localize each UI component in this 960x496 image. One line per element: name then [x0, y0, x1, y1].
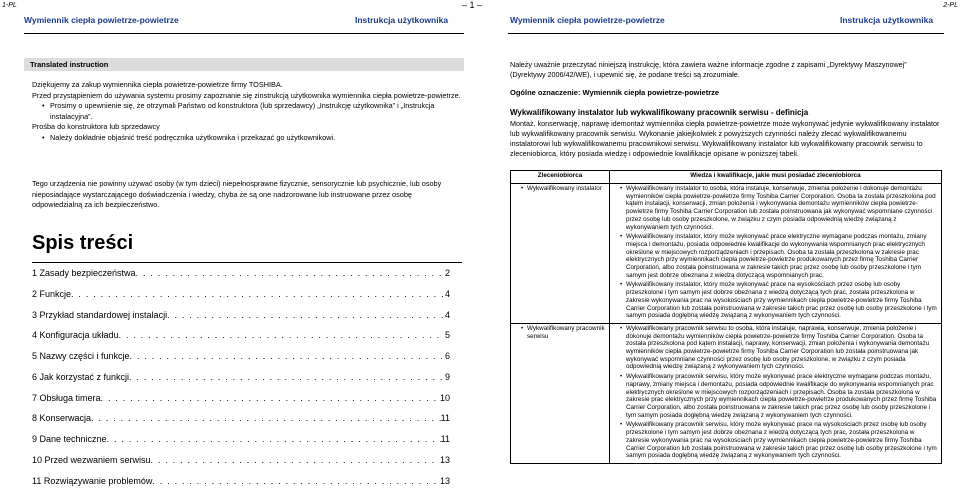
- right-header-rule: [508, 33, 944, 34]
- requirement-item: • Wykwalifikowany pracownik serwisu, który może wykonywać prace na wysokościach przez osobę lub osoby przeszkolone i tym samym jest dobrze obeznana z wiedzą dotyczącą tych prac, została przeszkolona w zakresie wykonywania prac na wysokościach przy wymiennikach ciepła powietrze-powietrze firmy Toshiba Carrier Corporation lub została poinstruowana w zakresie takich prac przez osobę lub osoby przeszkolone i tym samym posiada dogłębną wiedzę związaną z wykonywaniem tych czynności.: [620, 421, 938, 460]
- toc-rule: [32, 262, 462, 263]
- toc-page: 6: [445, 351, 450, 361]
- intro-section: [32, 80, 462, 144]
- center-page-number: – 1 –: [462, 0, 482, 10]
- toc-label: 4 Konfiguracja układu: [32, 330, 119, 340]
- table-row: [511, 323, 942, 463]
- table-cell-role: [511, 323, 610, 463]
- table-cell-requirements: [610, 184, 942, 324]
- table-header-contractor: Zleceniobiorca: [511, 171, 610, 184]
- qualification-table: [510, 170, 942, 464]
- toc-page: 9: [445, 372, 450, 382]
- toc-label: 5 Nazwy części i funkcje: [32, 351, 130, 361]
- directive-notice: Należy uważnie przeczytać niniejszą instrukcję, która zawiera ważne informacje zgodne z zapisami „Dyrektywy Maszynowej” (Dyrektywy 2006/42/WE), i upewnić się, że podane treści są zrozumiałe.: [510, 60, 940, 80]
- bullet-explain: • Należy dokładnie objaśnić treść podręcznika użytkownika i przekazać go użytkownikowi.: [42, 133, 462, 144]
- toc-page: 13: [440, 455, 450, 465]
- request-bullets: [32, 133, 462, 144]
- translated-instruction-bar: Translated instruction: [24, 58, 464, 71]
- toc-title: Spis treści: [32, 232, 133, 255]
- intro-line-1: Dziękujemy za zakup wymiennika ciepła powietrze-powietrze firmy TOSHIBA.: [32, 80, 462, 91]
- toc-entry[interactable]: [32, 455, 450, 476]
- intro-line-2: Przed przystąpieniem do używania systemu prosimy zapoznanie się zinstrukcją użytkownika wymiennika ciepła powietrze-powietrze.: [32, 91, 462, 102]
- toc-entry[interactable]: [32, 434, 450, 455]
- toc-label: 9 Dane techniczne: [32, 434, 107, 444]
- qualification-text: Montaż, konserwację, naprawę idemontaż wymiennika ciepła powietrze-powietrze może wykonywać jedynie wykwalifikowany instalator lub wykwalifikowany pracownik serwisu. Wykonanie jakiejkolwiek z powyższych czynności należy zlecać wykwalifikowanemu instalatorowi lub wykwalifikowanemu pracownikowi serwisu. Wykwalifikowany instalator lub wykwalifikowany pracownik serwisu to zleceniobiorca, który posiada wiedzę i odpowiednie kwalifikacje opisane w poniższej tabeli.: [510, 119, 940, 159]
- table-header-row: [511, 171, 942, 184]
- requirement-item: • Wykwalifikowany pracownik serwisu to osoba, która instaluje, naprawia, konserwuje, zmienia położenie i dokonuje demontażu wymienników ciepła powietrze-powietrze firmy Toshiba Carrier Corporation. Osoba ta została przeszkolona pod kątem instalacji, naprawy, konserwacji, zmian położenia i wykonywania demontażu wymienników ciepła powietrze-powietrze firmy Toshiba Carrier Corporation lub została poinstruowana jak wykonywać wspomniane czynności przez osobę lub osoby przeszkolone, w związku z czym posiada odpowiednią wiedzę związaną z wykonywaniem tych czynności.: [620, 325, 938, 371]
- right-page-label: 2-PL: [943, 2, 958, 9]
- toc-page: 11: [441, 434, 450, 444]
- toc-page: 10: [440, 393, 450, 403]
- table-cell-role: [511, 184, 610, 324]
- toc-label: 8 Konserwacja: [32, 413, 91, 423]
- toc-label: 11 Rozwiązywanie problemów: [32, 476, 152, 486]
- bullet-manuals: • Prosimy o upewnienie się, że otrzymali Państwo od konstruktora (lub sprzedawcy) „Instrukcję użytkownika” i „Instrukcja instalacyjna”.: [42, 101, 462, 122]
- right-header-subtitle: Instrukcja użytkownika: [840, 15, 933, 33]
- toc-page: 13: [440, 476, 450, 486]
- toc-entry[interactable]: [32, 310, 450, 331]
- toc-label: 6 Jak korzystać z funkcji: [32, 372, 129, 382]
- toc-page: 4: [445, 310, 450, 320]
- role-label: • Wykwalifikowany pracownik serwisu: [521, 325, 606, 340]
- left-header-title: Wymiennik ciepła powietrze-powietrze: [24, 15, 179, 33]
- toc-entry[interactable]: [32, 268, 450, 289]
- requirement-item: • Wykwalifikowany instalator, który może wykonywać prace na wysokościach przez osobę lub osoby przeszkolone i tym samym jest dobrze obeznana z wiedzą dotyczącą tych prac, została przeszkolona w zakresie wykonywania prac na wysokościach przy wymiennikach ciepła powietrze-powietrze firmy Toshiba Carrier Corporation lub została poinstruowana w zakresie takich prac przez osobę lub osoby przeszkolone i tym samym posiada dogłębną wiedzę związaną z wykonywaniem tych czynności.: [620, 281, 938, 320]
- toc-page: 11: [441, 413, 450, 423]
- toc-page: 2: [445, 268, 450, 278]
- table-row: [511, 184, 942, 324]
- toc-entry[interactable]: [32, 372, 450, 393]
- toc-entry[interactable]: [32, 351, 450, 372]
- table-cell-requirements: [610, 323, 942, 463]
- role-label: • Wykwalifikowany instalator: [521, 185, 606, 193]
- left-header-subtitle: Instrukcja użytkownika: [355, 15, 448, 33]
- safety-warning: Tego urządzenia nie powinny używać osoby (w tym dzieci) niepełnosprawne fizycznie, sensorycznie lub psychicznie, lub osoby nieposiadające wystarczającego doświadczenia i wiedzy, chyba że są one nadzorowane lub instruowane przez osobę odpowiedzialną za ich bezpieczeństwo.: [32, 179, 462, 211]
- toc-entry[interactable]: [32, 289, 450, 310]
- toc-entry[interactable]: [32, 413, 450, 434]
- left-header-rule: [24, 33, 464, 34]
- table-header-knowledge: Wiedza i kwalifikacje, jakie musi posiadać zleceniobiorca: [610, 171, 942, 184]
- toc-label: 3 Przykład standardowej instalacji: [32, 310, 167, 320]
- toc-label: 7 Obsługa timera: [32, 393, 101, 403]
- toc-entry[interactable]: [32, 330, 450, 351]
- toc-label: 2 Funkcje: [32, 289, 71, 299]
- toc-entry[interactable]: [32, 476, 450, 496]
- requirement-item: • Wykwalifikowany instalator to osoba, która instaluje, konserwuje, zmienia położenie i dokonuje demontażu wymienników ciepła powietrze-powietrze firmy Toshiba Carrier Corporation. Osoba ta została przeszkolona pod kątem instalacji, konserwacji, zmian położenia i wykonywania demontażu wymienników ciepła powietrze-powietrze firmy Toshiba Carrier Corporation lub została poinstruowana jak wykonywać wspomniane czynności przez osobę lub osoby przeszkolone, w związku z czym posiada odpowiednią wiedzę związaną z wykonywaniem tych czynności.: [620, 185, 938, 231]
- qualification-heading: Wykwalifikowany instalator lub wykwalifikowany pracownik serwisu - definicja: [510, 108, 940, 118]
- general-designation: Ogólne oznaczenie: Wymiennik ciepła powietrze-powietrze: [510, 88, 940, 98]
- toc-page: 5: [445, 330, 450, 340]
- toc-entry[interactable]: [32, 393, 450, 414]
- left-page-label: 1-PL: [2, 2, 17, 9]
- request-heading: Prośba do konstruktora lub sprzedawcy: [32, 122, 462, 133]
- table-of-contents: [32, 268, 450, 496]
- toc-label: 10 Przed wezwaniem serwisu: [32, 455, 151, 465]
- toc-page: 4: [445, 289, 450, 299]
- requirement-item: • Wykwalifikowany pracownik serwisu, który może wykonywać prace elektryczne wymagane podczas montażu, naprawy, zmiany miejsca i demontażu, posiada odpowiednie kwalifikacje do wykonywania wspomnianych prac elektrycznych określone w miejscowych rozporządzeniach i przepisach. Osoba ta została przeszkolona w zakresie prac elektrycznych przy wymiennikach ciepła powietrze-powietrze produkowanych przez firmę Toshiba Carrier Corporation, albo została poinstruowana w zakresie takich prac przez osobę lub osoby przeszkolone i tym samym posiada dogłębną wiedzę związaną z wykonywaniem tych czynności.: [620, 373, 938, 419]
- intro-bullets: [32, 101, 462, 122]
- requirement-item: • Wykwalifikowany instalator, który może wykonywać prace elektryczne wymagane podczas montażu, zmiany miejsca i demontażu, posiada odpowiednie kwalifikacje do wykonywania wspomnianych prac elektrycznych określone w miejscowych rozporządzeniach i przepisach. Osoba ta została przeszkolona w zakresie prac elektrycznych przy wymiennikach ciepła powietrze-powietrze produkowanych przez firmę Toshiba Carrier Corporation, albo została poinstruowana w zakresie takich prac przez osobę lub osoby przeszkolone i tym samym jest dobrze obeznana z wiedzą dotyczącą wspomnianych prac.: [620, 233, 938, 279]
- right-header-title: Wymiennik ciepła powietrze-powietrze: [510, 15, 665, 33]
- toc-label: 1 Zasady bezpieczeństwa: [32, 268, 136, 278]
